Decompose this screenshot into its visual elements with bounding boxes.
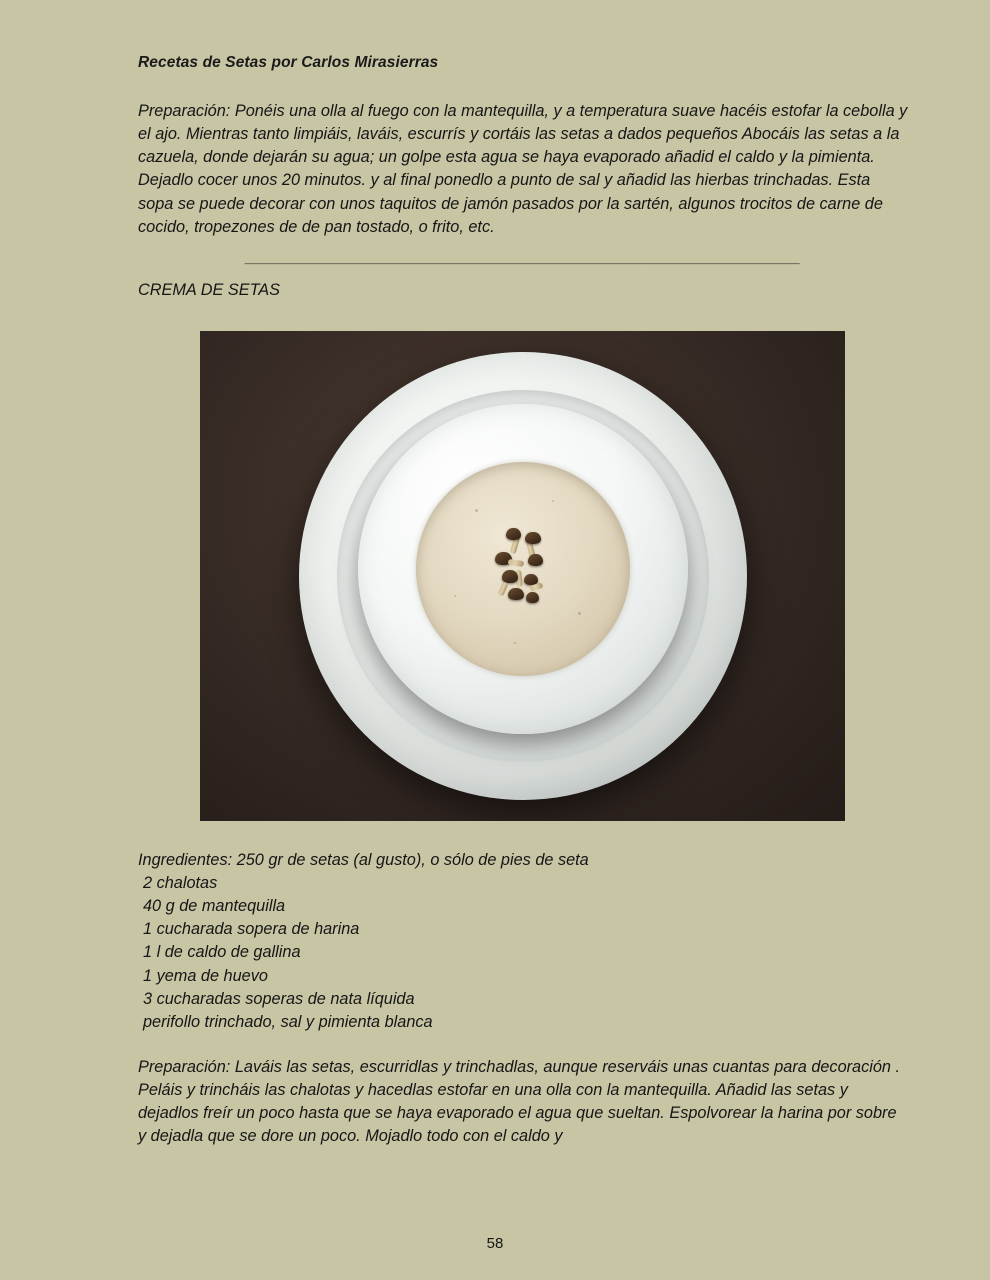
soup-speck (454, 595, 456, 597)
soup-speck (475, 509, 478, 512)
soup-surface (416, 462, 630, 676)
mushroom-cap (508, 588, 524, 600)
list-item: 1 yema de huevo (143, 966, 268, 985)
list-item: 40 g de mantequilla (143, 897, 286, 916)
mushroom-cap (506, 528, 521, 540)
document-body (138, 54, 908, 1149)
divider (138, 249, 908, 267)
page-title: Recetas de Setas por Carlos Mirasierras (138, 54, 439, 71)
preparation-paragraph-top: Preparación: Ponéis una olla al fuego con la mantequilla, y a temperatura suave hacéis estofar la cebolla y el ajo. Mientras tanto limpiáis, laváis, escurrís y cortáis las setas a dados pequeños Abocáis las setas a la cazuela, donde dejarán su agua; un golpe esta agua se haya evaporado añadid el caldo y la pimienta. Dejadlo cocer unos 20 minutos. y al final ponedlo a punto de sal y añadid las hierbas trinchadas. Esta sopa se puede decorar con unos taquitos de jamón pasados por la sartén, algunos trocitos de carne de cocido, tropezones de de pan tostado, o frito, etc. (138, 102, 908, 236)
crema-de-setas-photo (200, 331, 845, 821)
list-item: 1 cucharada sopera de harina (143, 920, 360, 939)
section-heading: CREMA DE SETAS (138, 280, 281, 299)
list-item: perifollo trinchado, sal y pimienta blanca (143, 1012, 433, 1031)
page-number: 58 (486, 1235, 504, 1252)
soup-bowl (358, 404, 688, 734)
soup-speck (552, 500, 554, 502)
mushroom-cap (526, 592, 539, 603)
mushroom-cap (502, 570, 518, 583)
list-item: 3 cucharadas soperas de nata líquida (143, 989, 415, 1008)
divider-line: __________________________________________________________________ (245, 248, 801, 266)
preparation-paragraph-bottom: Preparación: Laváis las setas, escurridlas y trinchadlas, aunque reserváis unas cuantas para decoración . Peláis y trincháis las chalotas y hacedlas estofar en una olla con la mantequilla. Añadid las setas y dejadlos freír un poco hasta que se haya evaporado el agua que sueltan. Espolvorear la harina por sobre y dejadla que se dore un poco. Mojadlo todo con el caldo y (138, 1057, 901, 1146)
list-item: 1 l de caldo de gallina (143, 943, 301, 962)
mushroom-cap (528, 554, 543, 566)
mushroom-garnish (486, 526, 560, 612)
photo-container (200, 331, 908, 821)
list-item: Ingredientes: 250 gr de setas (al gusto), o sólo de pies de seta (138, 850, 589, 869)
list-item: 2 chalotas (143, 873, 218, 892)
soup-speck (578, 612, 581, 615)
mushroom-stem (497, 581, 508, 596)
mushroom-stem (507, 559, 524, 567)
ingredients-list (138, 849, 908, 1034)
soup-speck (514, 642, 516, 644)
mushroom-cap (525, 532, 541, 544)
